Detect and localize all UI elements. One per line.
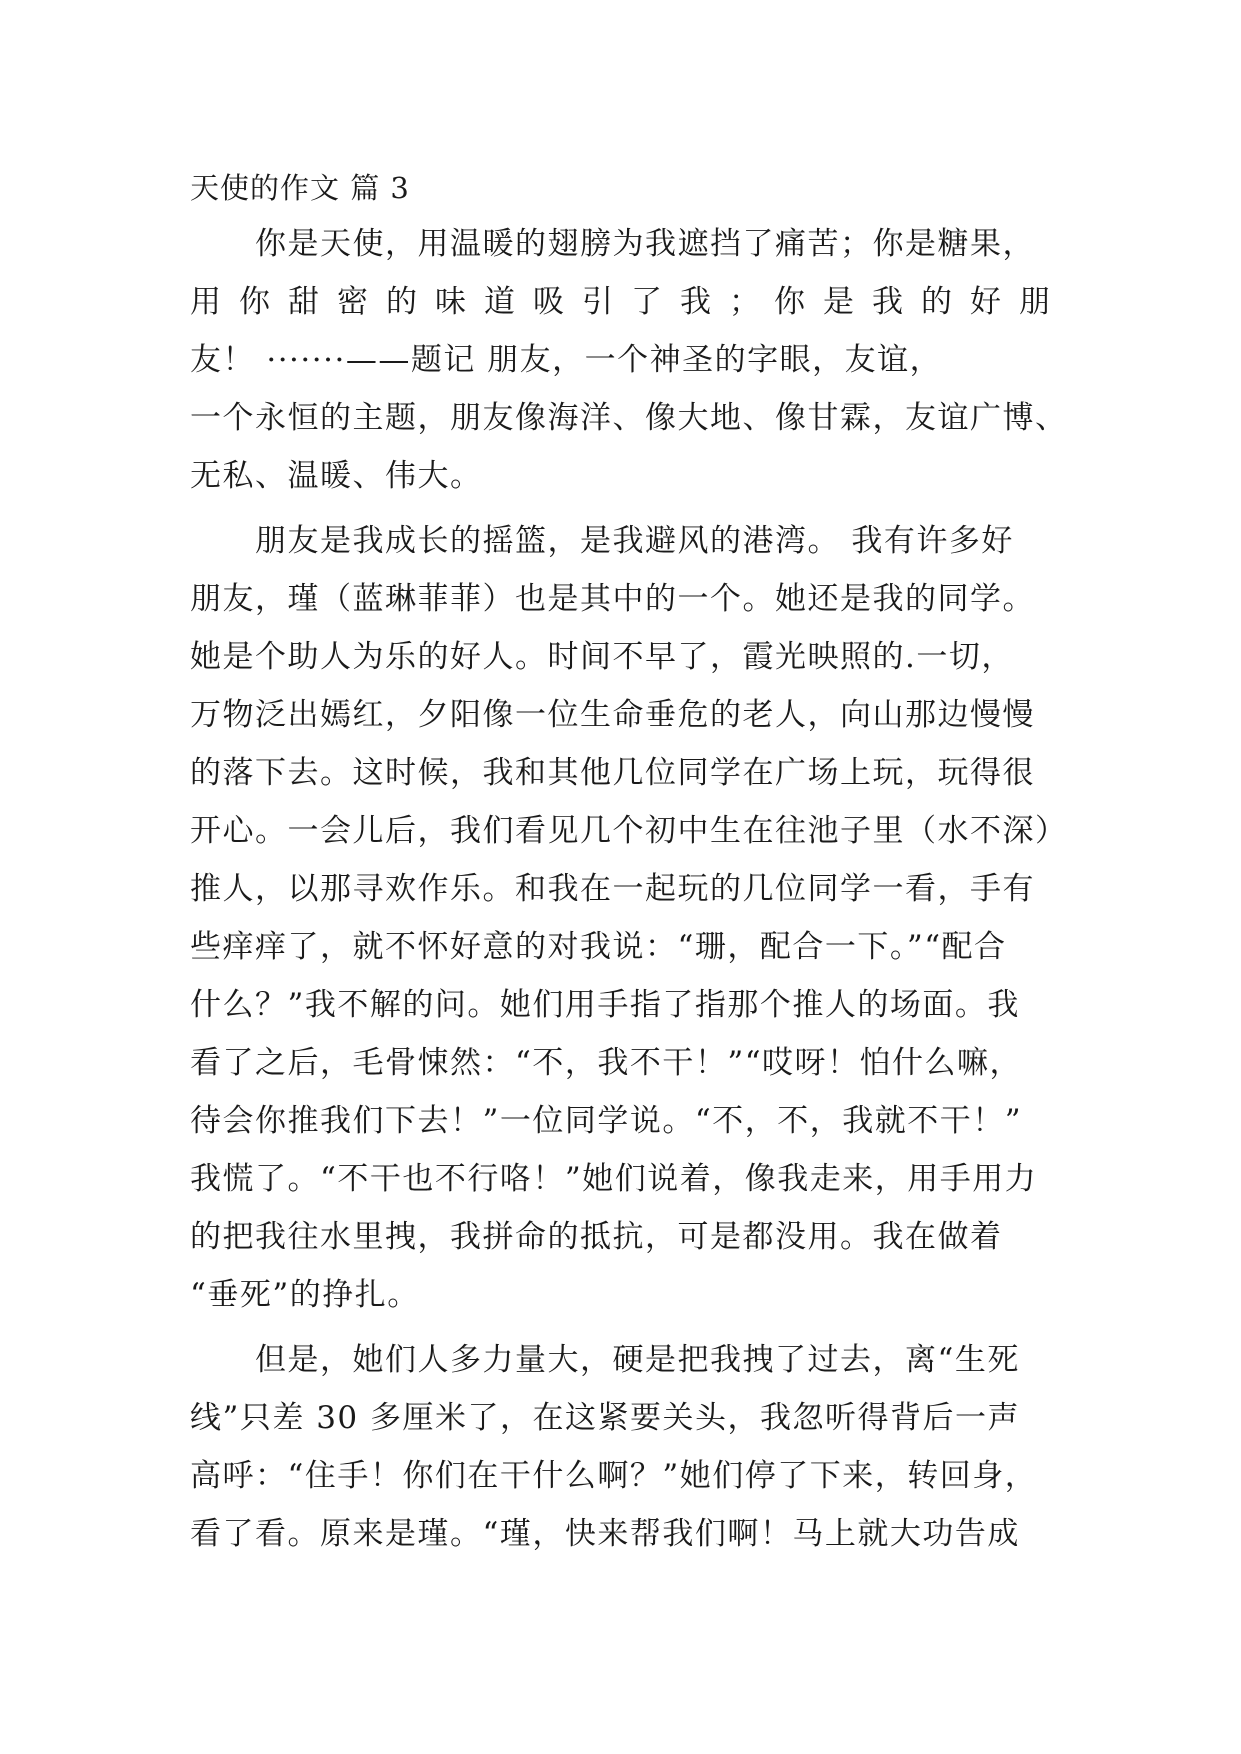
text-line: 我慌了。“不干也不行咯！”她们说着，像我走来，用手用力: [190, 1161, 1038, 1197]
text-line: 线”只差 30 多厘米了，在这紧要关头，我忽听得背后一声: [190, 1400, 1020, 1436]
text-line: 的落下去。这时候，我和其他几位同学在广场上玩，玩得很: [190, 755, 1035, 791]
text-line: 什么？”我不解的问。她们用手指了指那个推人的场面。我: [190, 987, 1020, 1023]
text-line: 开心。一会儿后，我们看见几个初中生在往池子里（水不深）: [190, 813, 1068, 849]
text-line: 朋友是我成长的摇篮，是我避风的港湾。 我有许多好: [255, 523, 1014, 559]
text-line: 朋友，瑾（蓝琳菲菲）也是其中的一个。她还是我的同学。: [190, 581, 1035, 617]
text-line: 高呼：“住手！你们在干什么啊？”她们停了下来，转回身，: [190, 1458, 1038, 1494]
text-line: 你是天使，用温暖的翅膀为我遮挡了痛苦；你是糖果，: [255, 226, 1035, 262]
text-line: 一个永恒的主题，朋友像海洋、像大地、像甘霖，友谊广博、: [190, 400, 1068, 436]
text-line: 的把我往水里拽，我拼命的抵抗，可是都没用。我在做着: [190, 1219, 1003, 1255]
text-line: 看了看。原来是瑾。“瑾，快来帮我们啊！马上就大功告成: [190, 1516, 1020, 1552]
text-line: 待会你推我们下去！”一位同学说。“不，不，我就不干！”: [190, 1103, 1023, 1139]
text-line: 她是个助人为乐的好人。时间不早了，霞光映照的.一切，: [190, 639, 1014, 675]
document-title: 天使的作文 篇 3: [190, 171, 410, 205]
text-line: 推人，以那寻欢作乐。和我在一起玩的几位同学一看，手有: [190, 871, 1035, 907]
text-line: 万物泛出嫣红，夕阳像一位生命垂危的老人，向山那边慢慢: [190, 697, 1035, 733]
text-line: “垂死”的挣扎。: [190, 1277, 420, 1313]
text-line: 无私、温暖、伟大。: [190, 458, 483, 494]
text-line: 友！ ·······——题记 朋友，一个神圣的字眼，友谊，: [190, 342, 943, 378]
text-line: 用 你 甜 密 的 味 道 吸 引 了 我 ； 你 是 我 的 好 朋: [190, 284, 1050, 320]
text-line: 但是，她们人多力量大，硬是把我拽了过去，离“生死: [255, 1342, 1020, 1378]
text-line: 些痒痒了，就不怀好意的对我说：“珊，配合一下。”“配合: [190, 929, 1007, 965]
text-line: 看了之后，毛骨悚然：“不，我不干！”“哎呀！怕什么嘛，: [190, 1045, 1023, 1081]
